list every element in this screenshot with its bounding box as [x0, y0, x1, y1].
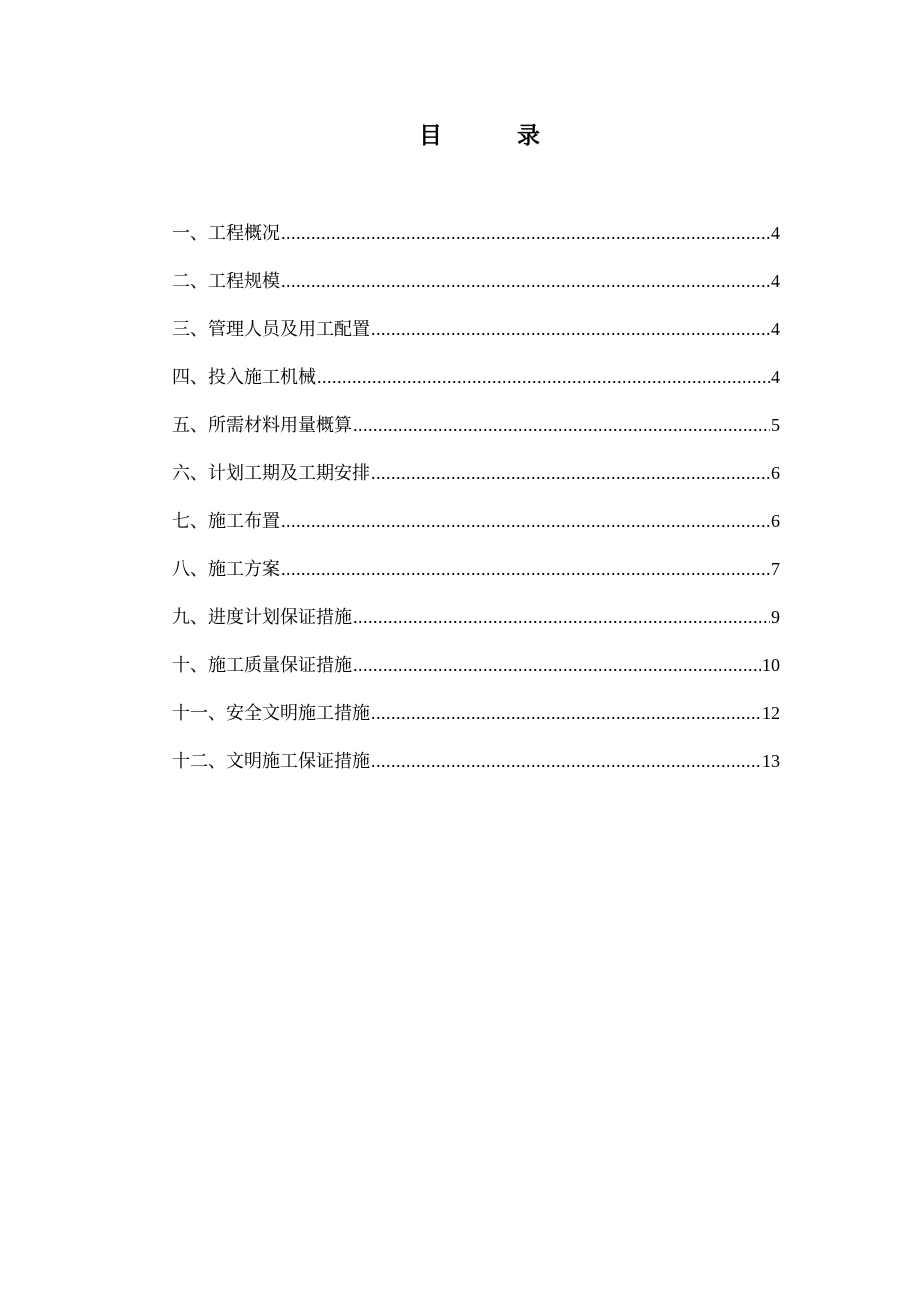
toc-title-char-2: 录 — [517, 122, 540, 149]
toc-page-number: 4 — [771, 223, 780, 243]
toc-entry-label: 一、工程概况 — [172, 223, 280, 244]
toc-entry-label: 八、施工方案 — [172, 559, 280, 580]
toc-dot-leader — [281, 554, 770, 584]
toc-page-number: 4 — [771, 367, 780, 387]
toc-page-number: 9 — [771, 607, 780, 627]
toc-dot-leader — [281, 218, 770, 248]
toc-entry-label: 三、管理人员及用工配置 — [172, 319, 370, 340]
toc-dot-leader — [317, 362, 770, 392]
toc-entry-3[interactable] — [172, 314, 780, 362]
toc-page-number: 6 — [771, 463, 780, 483]
toc-page-number: 13 — [762, 751, 780, 771]
toc-entry-label: 十、施工质量保证措施 — [172, 655, 352, 676]
toc-page-number: 4 — [771, 319, 780, 339]
toc-dot-leader — [281, 506, 770, 536]
toc-entry-9[interactable] — [172, 602, 780, 650]
toc-entry-label: 二、工程规模 — [172, 271, 280, 292]
toc-entry-1[interactable] — [172, 218, 780, 266]
toc-title — [0, 116, 920, 156]
toc-page-number: 6 — [771, 511, 780, 531]
toc-dot-leader — [371, 746, 761, 776]
toc-dot-leader — [353, 650, 761, 680]
toc-entry-11[interactable] — [172, 698, 780, 746]
toc-list — [172, 218, 780, 794]
toc-dot-leader — [353, 410, 770, 440]
toc-entry-2[interactable] — [172, 266, 780, 314]
toc-dot-leader — [281, 266, 770, 296]
toc-entry-label: 十二、文明施工保证措施 — [172, 751, 370, 772]
toc-dot-leader — [353, 602, 770, 632]
toc-page-number: 5 — [771, 415, 780, 435]
toc-dot-leader — [371, 698, 761, 728]
toc-entry-12[interactable] — [172, 746, 780, 794]
toc-page-number: 12 — [762, 703, 780, 723]
toc-entry-label: 五、所需材料用量概算 — [172, 415, 352, 436]
toc-entry-10[interactable] — [172, 650, 780, 698]
toc-dot-leader — [371, 458, 770, 488]
toc-dot-leader — [371, 314, 770, 344]
toc-page-number: 10 — [762, 655, 780, 675]
toc-title-char-1: 目 — [419, 122, 442, 149]
toc-entry-6[interactable] — [172, 458, 780, 506]
toc-entry-label: 十一、安全文明施工措施 — [172, 703, 370, 724]
toc-entry-5[interactable] — [172, 410, 780, 458]
toc-entry-label: 七、施工布置 — [172, 511, 280, 532]
toc-page-number: 4 — [771, 271, 780, 291]
toc-entry-8[interactable] — [172, 554, 780, 602]
toc-entry-label: 九、进度计划保证措施 — [172, 607, 352, 628]
toc-entry-label: 四、投入施工机械 — [172, 367, 316, 388]
toc-page-number: 7 — [771, 559, 780, 579]
toc-entry-label: 六、计划工期及工期安排 — [172, 463, 370, 484]
toc-entry-7[interactable] — [172, 506, 780, 554]
toc-entry-4[interactable] — [172, 362, 780, 410]
